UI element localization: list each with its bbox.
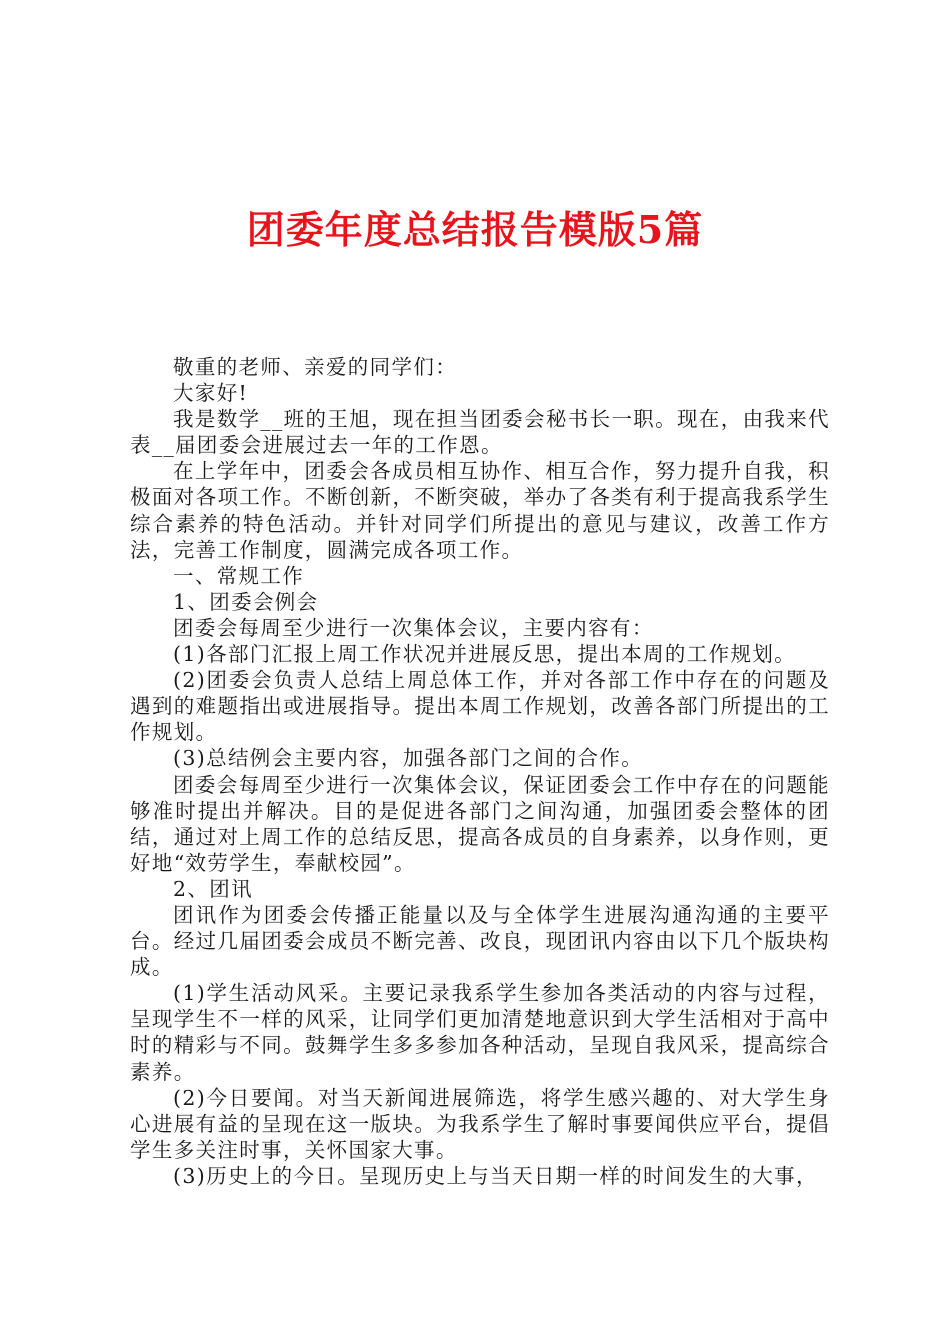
list-item: (3)历史上的今日。呈现历史上与当天日期一样的时间发生的大事， — [173, 1163, 818, 1188]
paragraph: 我是数学__班的王旭，现在担当团委会秘书长一职。现在，由我来代表__届团委会进展过去一年的工作恩。 — [130, 407, 830, 458]
paragraph: 敬重的老师、亲爱的同学们： — [173, 355, 458, 379]
paragraph: 团委会每周至少进行一次集体会议，保证团委会工作中存在的问题能够准时提出并解决。目的是促进各部门之间沟通，加强团委会整体的团结，通过对上周工作的总结反思，提高各成员的自身素养，以身作则，更好地“效劳学生，奉献校园”。 — [130, 772, 830, 875]
list-item: (2)团委会负责人总结上周总体工作，并对各部工作中存在的问题及遇到的难题指出或进展指导。提出本周工作规划，改善各部门所提出的工作规划。 — [130, 668, 830, 745]
list-item: (1)各部门汇报上周工作状况并进展反思，提出本周的工作规划。 — [173, 642, 797, 667]
subsection-heading: 2、团讯 — [173, 876, 253, 901]
list-item: (2)今日要闻。对当天新闻进展筛选，将学生感兴趣的、对大学生身心进展有益的呈现在这一版块。为我系学生了解时事要闻供应平台，提倡学生多关注时事，关怀国家大事。 — [130, 1085, 830, 1162]
paragraph: 团讯作为团委会传播正能量以及与全体学生进展沟通沟通的主要平台。经过几届团委会成员不断完善、改良，现团讯内容由以下几个版块构成。 — [130, 902, 830, 980]
section-heading: 一、常规工作 — [173, 563, 305, 588]
list-item: (1)学生活动风采。主要记录我系学生参加各类活动的内容与过程，呈现学生不一样的风采，让同学们更加清楚地意识到大学生活相对于高中时的精彩与不同。鼓舞学生多多参加各种活动，呈现自我风采，提高综合素养。 — [130, 981, 830, 1084]
list-item: (3)总结例会主要内容，加强各部门之间的合作。 — [173, 746, 644, 771]
paragraph: 团委会每周至少进行一次集体会议，主要内容有： — [173, 615, 654, 640]
document-body — [130, 354, 830, 1189]
subsection-heading: 1、团委会例会 — [173, 589, 319, 614]
document-title: 团委年度总结报告模版5篇 — [246, 207, 704, 252]
paragraph: 在上学年中，团委会各成员相互协作、相互合作，努力提升自我，积极面对各项工作。不断创新，不断突破，举办了各类有利于提高我系学生综合素养的特色活动。并针对同学们所提出的意见与建议，改善工作方法，完善工作制度，圆满完成各项工作。 — [130, 459, 830, 562]
paragraph: 大家好! — [173, 381, 249, 406]
